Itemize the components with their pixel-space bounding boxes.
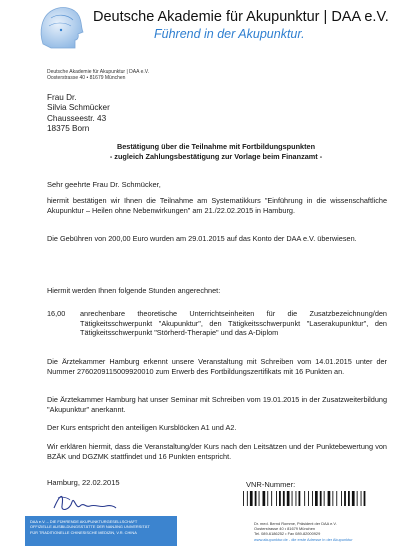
org-name: Deutsche Akademie für Akupunktur | DAA e.V.	[93, 9, 389, 25]
recipient-address	[47, 93, 110, 134]
salutation: Sehr geehrte Frau Dr. Schmücker,	[47, 180, 161, 189]
hours-number: 16,00	[47, 309, 66, 318]
paragraph-participation: hiermit bestätigen wir Ihnen die Teilnahme am Systematikkurs "Einführung in die wissenschaftliche Akupunktur – Heilen ohne Nebenwirkungen" am 21./22.02.2015 in Hamburg.	[47, 196, 387, 215]
daa-logo-icon	[37, 4, 85, 50]
barcode-icon	[241, 490, 373, 512]
recipient-line: 18375 Born	[47, 123, 90, 133]
paragraph-hours-intro: Hiermit werden Ihnen folgende Stunden angerechnet:	[47, 286, 221, 295]
paragraph-aek-points: Die Ärztekammer Hamburg erkennt unsere Veranstaltung mit Schreiben vom 14.01.2015 unter der Nummer 2760209115009920010 zum Erwerb des Fortbildungszertifikats mit 16 Punkten an.	[47, 357, 387, 376]
paragraph-course-blocks: Der Kurs entspricht den anteiligen Kursblöcken A1 und A2.	[47, 423, 237, 432]
footer-left-line: OFFIZIELLE AUSBILDUNGSSTÄTTE DER NANJING UNIVERSITÄT	[30, 524, 150, 530]
footer-right-line: Dr. med. Bernd Romme, Präsident der DAA e.V.	[254, 521, 337, 526]
paragraph-aek-recognition: Die Ärztekammer Hamburg hat unser Seminar mit Schreiben vom 19.01.2015 in der Zusatzweiterbildung "Akupunktur" anerkannt.	[47, 395, 387, 414]
place-date: Hamburg, 22.02.2015	[47, 478, 120, 487]
recipient-line: Frau Dr.	[47, 93, 77, 102]
footer-right-line: Tel. 089-6186252 • Fax 089-82000929	[254, 531, 321, 537]
subject	[30, 142, 402, 161]
hours-text: anrechenbare theoretische Unterrichtseinheiten für die Zusatzbezeichnung/den Tätigkeitsschwerpunkt "Akupunktur", den Tätigkeitsschwerpunkt "Laserakupunktur", den Tätigkeitsschwerpunkt "Störherd-Therapie" und das A-Diplom	[80, 309, 387, 338]
sender-line-1: Deutsche Akademie für Akupunktur | DAA e.V.	[47, 69, 150, 75]
paragraph-bzaek: Wir erklären hiermit, dass die Veranstaltung/der Kurs nach den Leitsätzen und der Punktebewertung von BZÄK und DGZMK stattfindet und 16 Punkten entspricht.	[47, 442, 387, 461]
signature-icon	[50, 486, 120, 516]
footer-website-link[interactable]: www.akupunktur.de - die erste Adresse in der Akupunktur	[254, 536, 353, 542]
vnr-label: VNR-Nummer:	[246, 480, 296, 489]
footer-right-contact	[254, 521, 353, 542]
sender-address	[47, 69, 149, 81]
recipient-line: Chausseestr. 43	[47, 113, 107, 123]
subject-line-2: - zugleich Zahlungsbestätigung zur Vorlage beim Finanzamt -	[109, 151, 323, 161]
recipient-line: Silvia Schmücker	[47, 103, 110, 113]
paragraph-fees: Die Gebühren von 200,00 Euro wurden am 29.01.2015 auf das Konto der DAA e.V. überwiesen.	[47, 234, 357, 243]
footer-left-line: FÜR TRADITIONELLE CHINESISCHE MEDIZIN, V.R. CHINA	[30, 529, 137, 535]
footer-left-line: DAA e.V. – DIE FÜHRENDE AKUPUNKTURGESELLSCHAFT	[30, 519, 138, 524]
footer-left-box	[25, 516, 177, 546]
hours-row	[47, 309, 387, 338]
sender-line-2: Oosterstrasse 40 • 81679 München	[47, 75, 126, 81]
org-slogan: Führend in der Akupunktur.	[154, 27, 305, 41]
subject-line-1: Bestätigung über die Teilnahme mit Fortbildungspunkten	[116, 142, 316, 151]
footer-right-line: Oosterstrasse 40 • 81679 München	[254, 526, 316, 532]
